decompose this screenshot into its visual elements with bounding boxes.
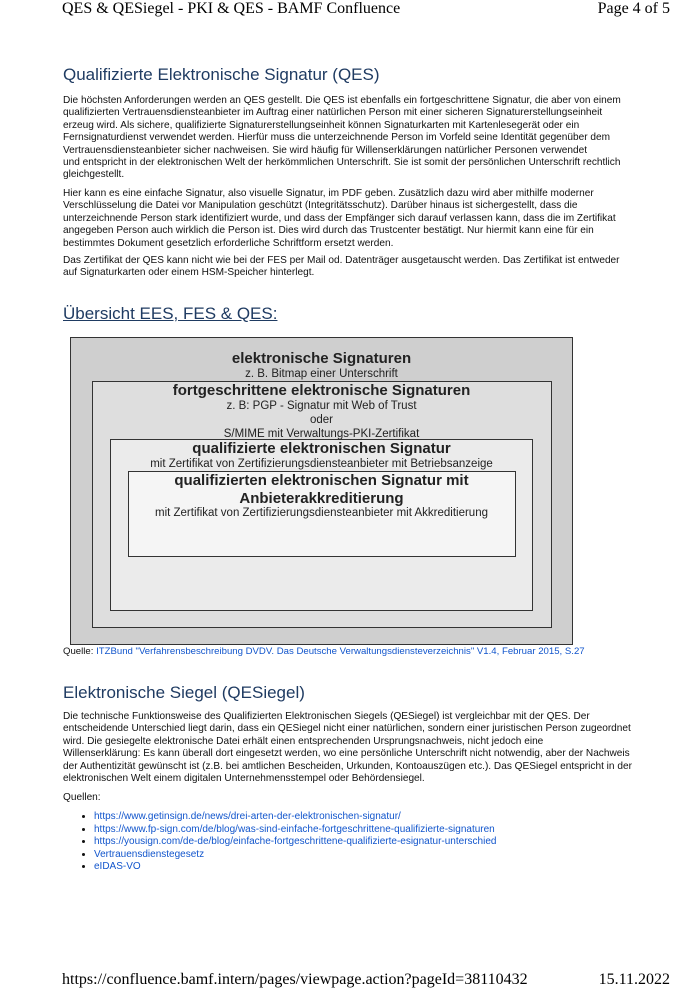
diagram-l4-sub: mit Zertifikat von Zertifizierungsdiensteanbieter mit Akkreditierung [154,507,488,519]
source-link-yousign[interactable]: https://yousign.com/de-de/blog/einfache-fortgeschrittene-qualifizierte-esignatur-unterschied [94,836,497,848]
source-link-getinsign[interactable]: https://www.getinsign.de/news/drei-arten-der-elektronischen-signatur/ [94,811,401,822]
heading-overview: Übersicht EES, FES & QES: [63,304,278,323]
sources-label: Quellen: [63,792,101,803]
diagram-l4-title2: Anbieterakkreditierung [239,490,404,507]
page-url: https://confluence.bamf.intern/pages/viewpage.action?pageId=38110432 [62,971,528,988]
source-link-eidas[interactable]: eIDAS-VO [94,861,141,873]
diagram-l3-title: qualifizierte elektronischen Signatur [192,440,451,457]
source-link-fp-sign[interactable]: https://www.fp-sign.com/de/blog/was-sind-einfache-fortgeschrittene-qualifizierte-signaturen [94,823,495,835]
source-link-vdg[interactable]: Vertrauensdienstegesetz [94,848,205,860]
diagram-l3-sub: mit Zertifikat von Zertifizierungsdiensteanbieter mit Betriebsanzeige [150,458,493,470]
diagram-l2-title: fortgeschrittene elektronische Signaturen [172,382,471,399]
paragraph-qesiegel: Die technische Funktionsweise des Qualifizierten Elektronischen Siegels (QESiegel) ist vergleichbar mit der QES. Der entscheidende Unterschied liegt darin, dass ein QESiegel nicht einer natürlichen, sondern einer juristischen Person zugeordnet wird. Die gesiegelte elektronische Datei erhält einen entsprechenden Ursprungsnachweis, nicht jedoch eine Willenserklärung: Es kann überall dort eingesetzt werden, wo eine persönliche Unterschrift nicht notwendig, aber der Nachweis der Authentizität gewünscht ist (z.B. bei amtlichen Bescheiden, Urkunden, Kontoauszügen etc.). Das QESiegel entspricht in der elektronischen Welt einem digitalen Unternehmensstempel oder Behördensiegel. [63,711,632,785]
print-footer [62,971,670,989]
print-date: 15.11.2022 [598,971,670,988]
heading-qesiegel: Elektronische Siegel (QESiegel) [63,683,305,702]
list-item [94,849,496,862]
document-title: QES & QESiegel - PKI & QES - BAMF Confluence [62,0,401,17]
diagram-source [63,646,585,657]
list-item [94,824,496,837]
diagram-l2-sub3: S/MIME mit Verwaltungs-PKI-Zertifikat [223,428,420,440]
paragraph-qes-1: Die höchsten Anforderungen werden an QES gestellt. Die QES ist ebenfalls ein fortgeschrittene Signatur, die aber von einem qualifizierten Vertrauensdiensteanbieter im Auftrag einer natürlichen Person mit einer sicheren Signaturerstellungseinheit erzeug wird. Als sichere, qualifizierte Signaturerstellungseinheit können Signaturkarten mit Kartenlesegerät oder ein Fernsignaturdienst verwendet werden. Hierfür muss die unterzeichnende Person im Vorfeld seine Identität gegenüber dem Vertrauensdiensteanbieter sicher nachweisen. Sie wird häufig für Willenserklärungen natürlicher Personen verwendet und entspricht in der elektronischen Welt der herkömmlichen Unterschrift. Sie ist somit der persönlichen Unterschrift rechtlich gleichgestellt. [63,95,621,181]
diagram-l4-title1: qualifizierten elektronischen Signatur mit [174,472,469,489]
source-label: Quelle: [63,646,97,657]
page-number: Page 4 of 5 [597,0,670,17]
paragraph-qes-3: Das Zertifikat der QES kann nicht wie bei der FES per Mail od. Datenträger ausgetauscht werden. Das Zertifikat ist entweder auf Signaturkarten oder einem HSM-Speicher hinterlegt. [63,255,620,279]
list-item [94,836,496,849]
diagram-l2-sub1: z. B: PGP - Signatur mit Web of Trust [226,400,417,412]
paragraph-qes-2: Hier kann es eine einfache Signatur, also visuelle Signatur, im PDF geben. Zusätzlich dazu wird aber mithilfe moderner Verschlüsselung die Datei vor Manipulation geschützt (Integritätsschutz). Darüber hinaus ist sichergestellt, dass die unterzeichnende Person stark identifiziert wurde, und dass der Empfänger sich darauf verlassen kann, dass die im Zertifikat angegeben Person auch wirklich die Person ist. Dies wird durch das Trustcenter bestätigt. Nur hiermit kann eine für ein bestimmtes Dokument gesetzlich erforderliche Schriftform ersetzt werden. [63,188,616,249]
diagram-l2-sub2: oder [309,414,334,426]
sources-list [80,811,496,874]
diagram-l1-sub: z. B. Bitmap einer Unterschrift [245,368,398,380]
list-item [94,811,496,824]
print-header [62,0,670,18]
source-link[interactable]: ITZBund "Verfahrensbeschreibung DVDV. Das Deutsche Verwaltungsdiensteverzeichnis" V1.4, Februar 2015, S.27 [96,646,585,657]
list-item [94,861,496,874]
diagram-l1-title: elektronische Signaturen [231,350,412,367]
heading-qes: Qualifizierte Elektronische Signatur (QES) [63,65,380,84]
